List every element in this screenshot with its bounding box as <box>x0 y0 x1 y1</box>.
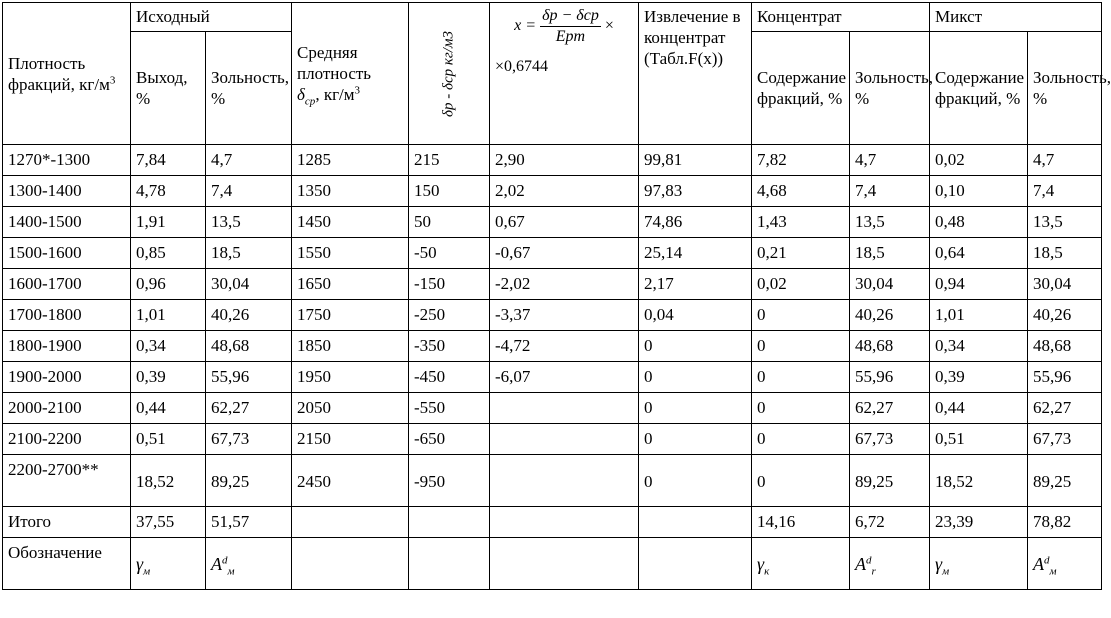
notation-c-ash <box>850 538 930 590</box>
cell-yield: 0,51 <box>131 424 206 455</box>
header-concentrate: Концентрат <box>752 3 930 32</box>
header-initial: Исходный <box>131 3 292 32</box>
cell-yield: 4,78 <box>131 176 206 207</box>
cell-ash: 62,27 <box>206 393 292 424</box>
cell-avg: 1350 <box>292 176 409 207</box>
cell-extraction: 0 <box>639 455 752 507</box>
table-row <box>3 238 1102 269</box>
cell-extraction: 99,81 <box>639 145 752 176</box>
cell-avg: 2450 <box>292 455 409 507</box>
header-extraction: Извлечение в концентрат (Табл.F(x)) <box>639 3 752 145</box>
cell-yield: 0,96 <box>131 269 206 300</box>
cell-x: -4,72 <box>490 331 639 362</box>
notation-empty <box>409 538 490 590</box>
cell-range: 1270*-1300 <box>3 145 131 176</box>
cell-m-content: 0,51 <box>930 424 1028 455</box>
cell-avg: 1850 <box>292 331 409 362</box>
header-avg-density-unit-sup: 3 <box>354 84 361 97</box>
notation-m-ash-sym: A <box>1033 554 1045 574</box>
cell-x: -0,67 <box>490 238 639 269</box>
cell-c-ash: 62,27 <box>850 393 930 424</box>
cell-x: -6,07 <box>490 362 639 393</box>
cell-x: 2,02 <box>490 176 639 207</box>
header-density <box>3 3 131 145</box>
cell-x: 0,67 <box>490 207 639 238</box>
formula-numerator: δp − δср <box>540 6 601 27</box>
cell-c-content: 1,43 <box>752 207 850 238</box>
cell-c-ash: 40,26 <box>850 300 930 331</box>
cell-m-ash: 48,68 <box>1028 331 1102 362</box>
total-m-ash: 78,82 <box>1028 507 1102 538</box>
cell-c-content: 0 <box>752 424 850 455</box>
cell-range: 1600-1700 <box>3 269 131 300</box>
cell-yield: 0,44 <box>131 393 206 424</box>
table-row <box>3 300 1102 331</box>
cell-extraction: 0,04 <box>639 300 752 331</box>
cell-m-content: 0,02 <box>930 145 1028 176</box>
cell-c-content: 4,68 <box>752 176 850 207</box>
notation-c-content <box>752 538 850 590</box>
cell-range: 1900-2000 <box>3 362 131 393</box>
formula-denominator: Epm <box>555 28 586 45</box>
cell-m-ash: 55,96 <box>1028 362 1102 393</box>
cell-m-content: 0,10 <box>930 176 1028 207</box>
total-c-content: 14,16 <box>752 507 850 538</box>
table-row <box>3 145 1102 176</box>
cell-ash: 4,7 <box>206 145 292 176</box>
notation-m-content-sub: м <box>942 565 950 578</box>
cell-extraction: 0 <box>639 362 752 393</box>
notation-ash <box>206 538 292 590</box>
cell-range: 1700-1800 <box>3 300 131 331</box>
table-row <box>3 207 1102 238</box>
cell-delta: -550 <box>409 393 490 424</box>
notation-row <box>3 538 1102 590</box>
total-empty <box>292 507 409 538</box>
total-yield: 37,55 <box>131 507 206 538</box>
cell-c-ash: 30,04 <box>850 269 930 300</box>
header-avg-density-unit: , кг/м <box>315 85 355 104</box>
cell-m-ash: 13,5 <box>1028 207 1102 238</box>
notation-c-content-sub: к <box>764 565 770 578</box>
cell-yield: 0,85 <box>131 238 206 269</box>
cell-ash: 18,5 <box>206 238 292 269</box>
header-avg-density-sym: δ <box>297 85 305 104</box>
cell-m-ash: 18,5 <box>1028 238 1102 269</box>
cell-extraction: 0 <box>639 393 752 424</box>
notation-yield-sub: м <box>143 565 151 578</box>
cell-extraction: 97,83 <box>639 176 752 207</box>
cell-ash: 40,26 <box>206 300 292 331</box>
cell-delta: -950 <box>409 455 490 507</box>
cell-range: 2100-2200 <box>3 424 131 455</box>
cell-ash: 7,4 <box>206 176 292 207</box>
notation-ash-sub: м <box>227 565 235 578</box>
header-delta-text: δp - δср кг/м3 <box>440 30 457 117</box>
cell-avg: 1650 <box>292 269 409 300</box>
notation-ash-sup: d <box>222 554 228 567</box>
cell-avg: 2050 <box>292 393 409 424</box>
cell-m-content: 0,94 <box>930 269 1028 300</box>
cell-c-content: 0 <box>752 362 850 393</box>
cell-ash: 89,25 <box>206 455 292 507</box>
cell-m-content: 0,64 <box>930 238 1028 269</box>
cell-c-ash: 89,25 <box>850 455 930 507</box>
total-m-content: 23,39 <box>930 507 1028 538</box>
cell-m-ash: 40,26 <box>1028 300 1102 331</box>
cell-m-content: 18,52 <box>930 455 1028 507</box>
total-row <box>3 507 1102 538</box>
notation-c-content-sym: γ <box>757 554 765 574</box>
cell-x <box>490 424 639 455</box>
header-mixed: Микст <box>930 3 1102 32</box>
cell-delta: -250 <box>409 300 490 331</box>
cell-m-ash: 7,4 <box>1028 176 1102 207</box>
header-concentrate-ash: Зольность, % <box>850 32 930 145</box>
cell-avg: 1450 <box>292 207 409 238</box>
cell-range: 2000-2100 <box>3 393 131 424</box>
cell-extraction: 0 <box>639 424 752 455</box>
cell-c-content: 0 <box>752 393 850 424</box>
cell-m-ash: 4,7 <box>1028 145 1102 176</box>
cell-x: 2,90 <box>490 145 639 176</box>
cell-yield: 1,01 <box>131 300 206 331</box>
cell-c-content: 0,02 <box>752 269 850 300</box>
cell-m-content: 0,44 <box>930 393 1028 424</box>
header-avg-density <box>292 3 409 145</box>
table-row <box>3 362 1102 393</box>
cell-extraction: 0 <box>639 331 752 362</box>
cell-extraction: 2,17 <box>639 269 752 300</box>
table-row <box>3 331 1102 362</box>
cell-ash: 55,96 <box>206 362 292 393</box>
cell-c-ash: 67,73 <box>850 424 930 455</box>
cell-ash: 67,73 <box>206 424 292 455</box>
notation-m-content <box>930 538 1028 590</box>
cell-c-ash: 18,5 <box>850 238 930 269</box>
cell-delta: -650 <box>409 424 490 455</box>
total-empty <box>409 507 490 538</box>
cell-yield: 7,84 <box>131 145 206 176</box>
header-concentrate-content: Содержание фракций, % <box>752 32 850 145</box>
header-formula <box>490 3 639 145</box>
notation-yield <box>131 538 206 590</box>
cell-avg: 2150 <box>292 424 409 455</box>
cell-range: 2200-2700** <box>3 455 131 507</box>
cell-yield: 1,91 <box>131 207 206 238</box>
cell-c-content: 7,82 <box>752 145 850 176</box>
formula-times: × <box>604 17 614 35</box>
total-ash: 51,57 <box>206 507 292 538</box>
total-empty <box>490 507 639 538</box>
notation-empty <box>292 538 409 590</box>
cell-c-content: 0 <box>752 331 850 362</box>
cell-range: 1800-1900 <box>3 331 131 362</box>
cell-c-ash: 7,4 <box>850 176 930 207</box>
notation-c-ash-sub: r <box>871 565 876 578</box>
cell-m-content: 0,34 <box>930 331 1028 362</box>
total-c-ash: 6,72 <box>850 507 930 538</box>
cell-c-ash: 55,96 <box>850 362 930 393</box>
cell-x <box>490 393 639 424</box>
cell-m-content: 1,01 <box>930 300 1028 331</box>
cell-m-content: 0,39 <box>930 362 1028 393</box>
cell-m-ash: 62,27 <box>1028 393 1102 424</box>
header-avg-density-text: Средняя плотность <box>297 43 372 83</box>
cell-c-content: 0 <box>752 455 850 507</box>
cell-c-ash: 48,68 <box>850 331 930 362</box>
header-density-text: Плотность фракций, кг/м <box>8 53 110 94</box>
header-delta <box>409 3 490 145</box>
cell-ash: 48,68 <box>206 331 292 362</box>
header-yield: Выход, % <box>131 32 206 145</box>
cell-avg: 1950 <box>292 362 409 393</box>
cell-range: 1500-1600 <box>3 238 131 269</box>
notation-m-ash-sup: d <box>1044 554 1050 567</box>
formula-lhs: x = <box>514 17 537 35</box>
total-label: Итого <box>3 507 131 538</box>
table-row <box>3 393 1102 424</box>
cell-avg: 1550 <box>292 238 409 269</box>
cell-x: -3,37 <box>490 300 639 331</box>
table-row <box>3 424 1102 455</box>
formula-coef: ×0,6744 <box>495 58 549 75</box>
cell-ash: 13,5 <box>206 207 292 238</box>
notation-m-ash <box>1028 538 1102 590</box>
cell-x: -2,02 <box>490 269 639 300</box>
notation-c-ash-sup: d <box>866 554 872 567</box>
cell-delta: -450 <box>409 362 490 393</box>
notation-empty <box>639 538 752 590</box>
header-density-sup: 3 <box>109 73 116 86</box>
cell-extraction: 74,86 <box>639 207 752 238</box>
cell-m-ash: 30,04 <box>1028 269 1102 300</box>
cell-m-ash: 89,25 <box>1028 455 1102 507</box>
cell-yield: 0,34 <box>131 331 206 362</box>
cell-delta: 215 <box>409 145 490 176</box>
notation-c-ash-sym: A <box>855 554 867 574</box>
cell-range: 1300-1400 <box>3 176 131 207</box>
cell-yield: 18,52 <box>131 455 206 507</box>
table-row <box>3 455 1102 507</box>
header-mixed-ash: Зольность, % <box>1028 32 1102 145</box>
header-ash-initial: Зольность, % <box>206 32 292 145</box>
header-mixed-content: Содержание фракций, % <box>930 32 1028 145</box>
cell-delta: -150 <box>409 269 490 300</box>
header-avg-density-sub: ср <box>304 95 316 108</box>
total-empty <box>639 507 752 538</box>
cell-delta: 50 <box>409 207 490 238</box>
cell-avg: 1750 <box>292 300 409 331</box>
table-row <box>3 269 1102 300</box>
cell-avg: 1285 <box>292 145 409 176</box>
notation-label: Обозначение <box>3 538 131 590</box>
cell-range: 1400-1500 <box>3 207 131 238</box>
cell-m-content: 0,48 <box>930 207 1028 238</box>
cell-m-ash: 67,73 <box>1028 424 1102 455</box>
cell-delta: -350 <box>409 331 490 362</box>
cell-extraction: 25,14 <box>639 238 752 269</box>
cell-c-content: 0 <box>752 300 850 331</box>
cell-yield: 0,39 <box>131 362 206 393</box>
cell-c-content: 0,21 <box>752 238 850 269</box>
cell-c-ash: 4,7 <box>850 145 930 176</box>
fraction-table <box>2 2 1111 590</box>
notation-m-ash-sub: м <box>1049 565 1057 578</box>
cell-ash: 30,04 <box>206 269 292 300</box>
notation-ash-sym: A <box>211 554 222 574</box>
cell-x <box>490 455 639 507</box>
cell-delta: 150 <box>409 176 490 207</box>
notation-yield-sym: γ <box>136 554 144 574</box>
notation-m-content-sym: γ <box>935 554 943 574</box>
notation-empty <box>490 538 639 590</box>
cell-c-ash: 13,5 <box>850 207 930 238</box>
formula-fraction <box>540 6 601 47</box>
table-row <box>3 176 1102 207</box>
cell-delta: -50 <box>409 238 490 269</box>
